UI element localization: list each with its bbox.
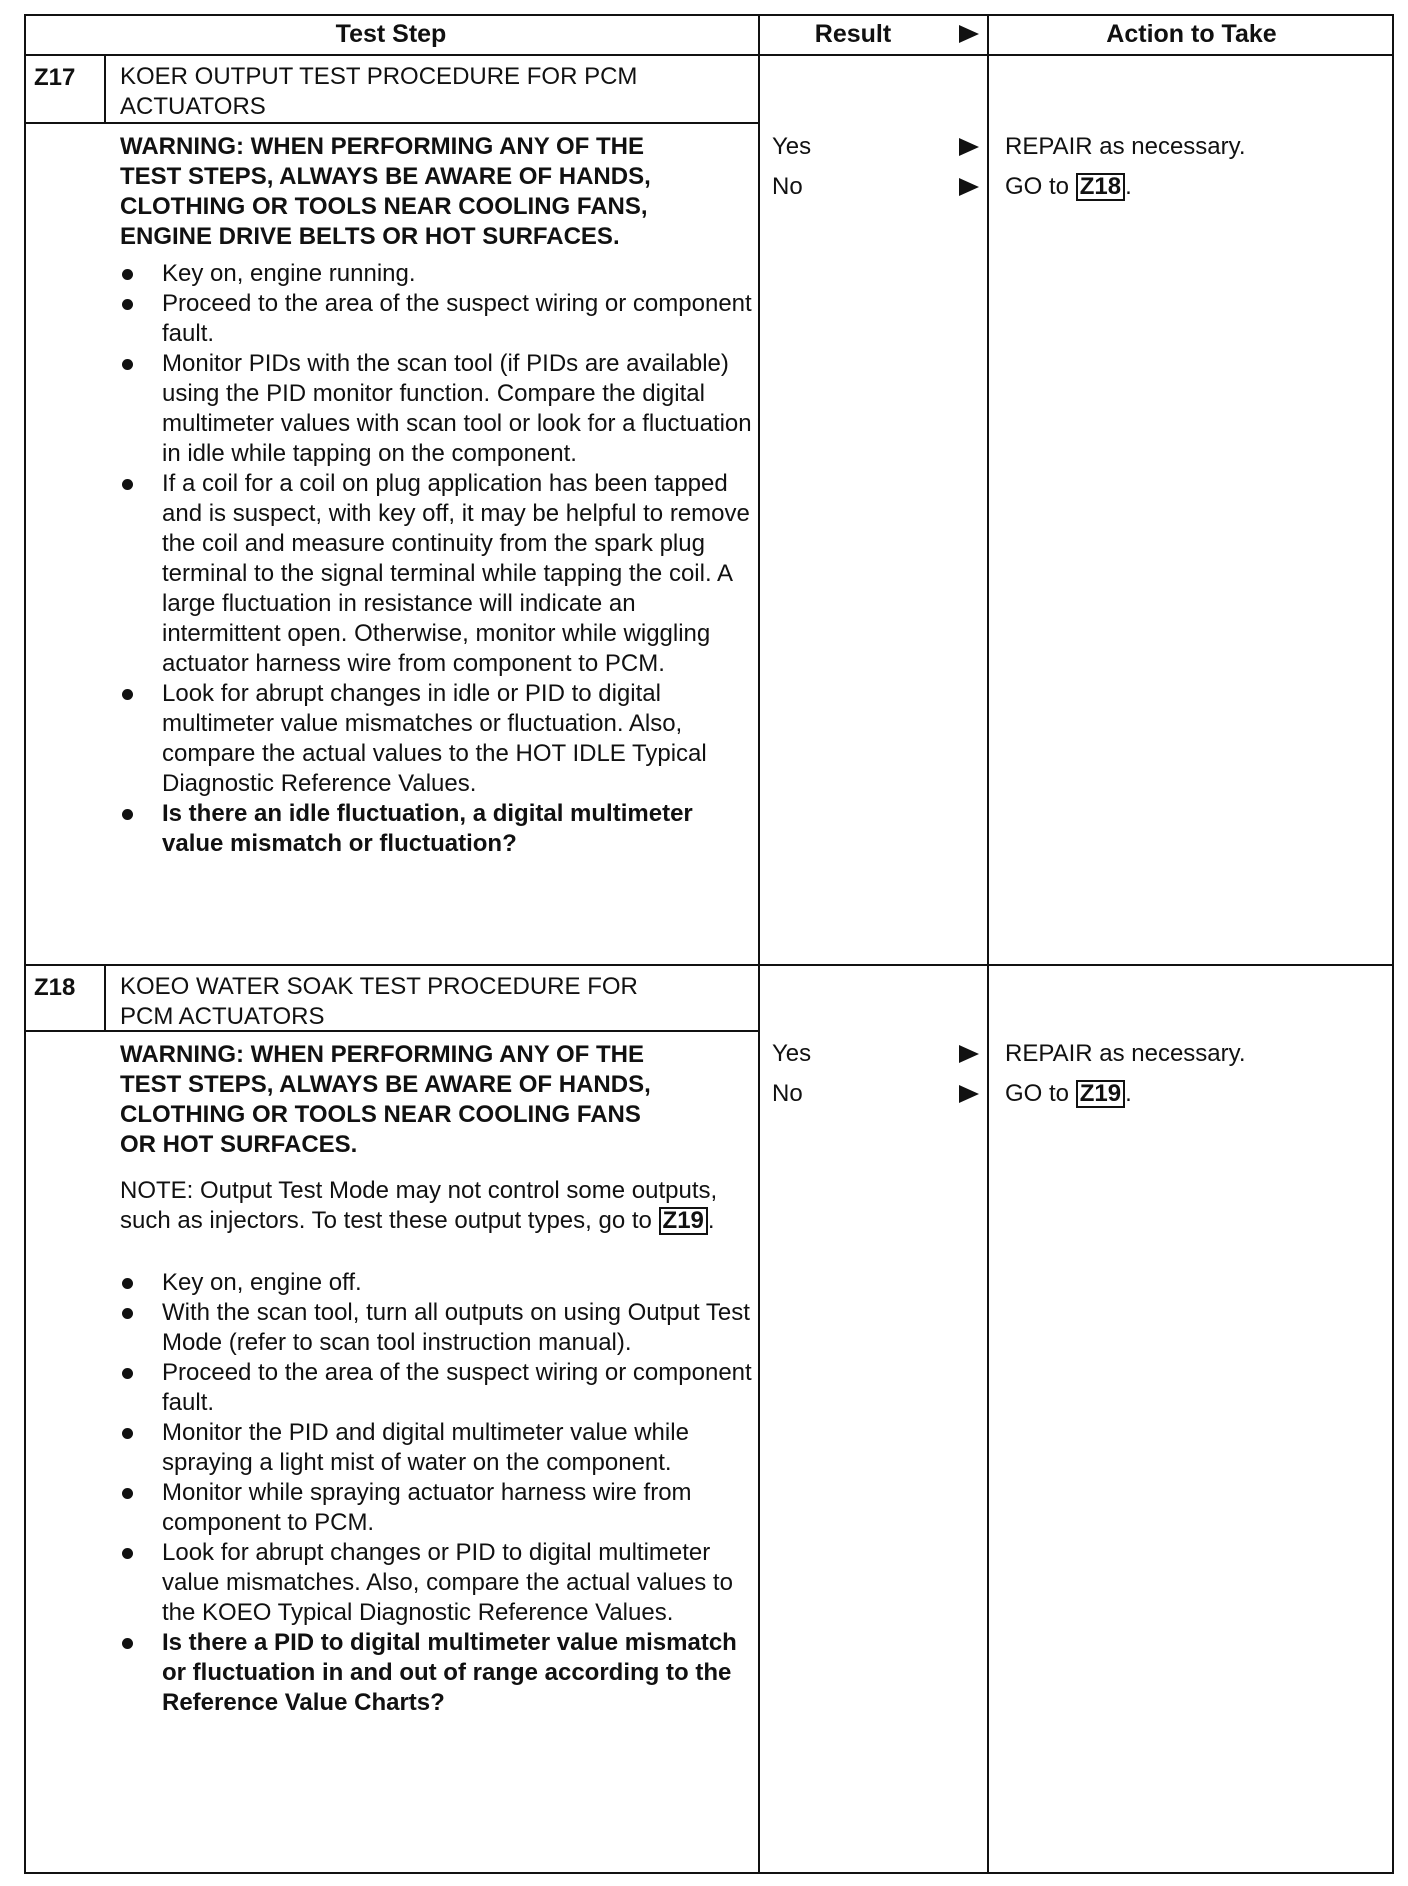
z17-no-arrow-icon [959,178,979,196]
z17-warning [120,132,740,252]
z17-result-no: No [772,173,803,200]
z18-step-id: Z18 [34,974,76,1001]
z18-result-yes: Yes [772,1040,812,1067]
z18-bullet-list [120,1268,752,1718]
header-divider [24,54,1394,56]
z17-bullet-item: Proceed to the area of the suspect wiring or component fault. [120,289,752,349]
z17-title-line1: KOER OUTPUT TEST PROCEDURE FOR PCM [120,63,638,90]
column-divider-action [987,14,989,1874]
z18-no-arrow-icon [959,1085,979,1103]
z18-note-suffix: . [707,1207,715,1234]
z17-warning-line: CLOTHING OR TOOLS NEAR COOLING FANS, [120,193,648,220]
z17-step-title [120,62,637,122]
z18-action-no-prefix: GO to [1005,1080,1070,1107]
z17-bottom-border [24,964,1394,966]
z18-step-link[interactable]: Z18 [1076,173,1125,201]
table-border-left [24,14,26,1874]
z17-action-no-prefix: GO to [1005,173,1070,200]
z18-bullet-item: Monitor while spraying actuator harness wire from component to PCM. [120,1478,752,1538]
z17-warning-line: ENGINE DRIVE BELTS OR HOT SURFACES. [120,223,620,250]
z17-action-yes: REPAIR as necessary. [1005,133,1246,160]
z18-warning-line: TEST STEPS, ALWAYS BE AWARE OF HANDS, [120,1071,651,1098]
z18-bullet-item: Proceed to the area of the suspect wiring or component fault. [120,1358,752,1418]
diagnostic-table [24,14,1394,1874]
z18-note [120,1176,720,1236]
z18-title-line1: KOEO WATER SOAK TEST PROCEDURE FOR [120,973,638,1000]
z18-bullet-item: Look for abrupt changes or PID to digital multimeter value mismatches. Also, compare the actual values to the KOEO Typical Diagnostic Reference Values. [120,1538,752,1628]
z18-bullet-item: With the scan tool, turn all outputs on using Output Test Mode (refer to scan tool instruction manual). [120,1298,752,1358]
z17-title-underline [24,122,760,124]
z19-step-link[interactable]: Z19 [1076,1080,1125,1108]
z17-action-no-suffix: . [1125,173,1132,200]
z19-note-link[interactable]: Z19 [659,1207,708,1235]
z18-warning-line: CLOTHING OR TOOLS NEAR COOLING FANS [120,1101,641,1128]
z17-question: Is there an idle fluctuation, a digital multimeter value mismatch or fluctuation? [120,799,752,859]
z18-title-line2: PCM ACTUATORS [120,1003,325,1030]
z17-title-line2: ACTUATORS [120,93,266,120]
z18-note-text: NOTE: Output Test Mode may not control some outputs, such as injectors. To test these output types, go to [120,1177,718,1234]
z17-id-divider [104,54,106,122]
z17-result-yes: Yes [772,133,812,160]
z18-warning-line: OR HOT SURFACES. [120,1131,358,1158]
z17-step-id: Z17 [34,64,76,91]
z17-warning-line: WARNING: WHEN PERFORMING ANY OF THE [120,133,644,160]
z17-yes-arrow-icon [959,138,979,156]
table-border-bottom [24,1872,1394,1874]
z18-warning-line: WARNING: WHEN PERFORMING ANY OF THE [120,1041,644,1068]
z17-warning-line: TEST STEPS, ALWAYS BE AWARE OF HANDS, [120,163,651,190]
z17-bullet-item: Key on, engine running. [120,259,752,289]
z18-warning [120,1040,740,1160]
z17-bullet-item: Monitor PIDs with the scan tool (if PIDs are available) using the PID monitor function. Compare the digital multimeter values with scan tool or look for a fluctuation in idle while tapping on the component. [120,349,752,469]
header-result: Result [814,19,892,48]
z18-bullet-item: Key on, engine off. [120,1268,752,1298]
z18-step-title [120,972,638,1032]
z18-id-divider [104,964,106,1030]
table-border-right [1392,14,1394,1874]
z18-bullet-item: Monitor the PID and digital multimeter value while spraying a light mist of water on the component. [120,1418,752,1478]
z18-action-no-suffix: . [1125,1080,1132,1107]
header-action: Action to Take [1106,19,1277,48]
z17-action-no [1005,167,1132,207]
header-arrow-icon [959,25,979,43]
z18-action-yes: REPAIR as necessary. [1005,1040,1246,1067]
z18-action-no [1005,1074,1132,1114]
z18-question: Is there a PID to digital multimeter value mismatch or fluctuation in and out of range according to the Reference Value Charts? [120,1628,752,1718]
z17-bullet-list [120,259,752,859]
z17-bullet-item: Look for abrupt changes in idle or PID to digital multimeter value mismatches or fluctuation. Also, compare the actual values to the HOT IDLE Typical Diagnostic Reference Values. [120,679,752,799]
column-divider-result [758,14,760,1874]
z18-result-no: No [772,1080,803,1107]
z17-bullet-item: If a coil for a coil on plug application has been tapped and is suspect, with key off, it may be helpful to remove the coil and measure continuity from the spark plug terminal to the signal terminal while tapping the coil. A large fluctuation in resistance will indicate an intermittent open. Otherwise, monitor while wiggling actuator harness wire from component to PCM. [120,469,752,679]
header-test-step: Test Step [335,19,447,48]
z18-yes-arrow-icon [959,1045,979,1063]
